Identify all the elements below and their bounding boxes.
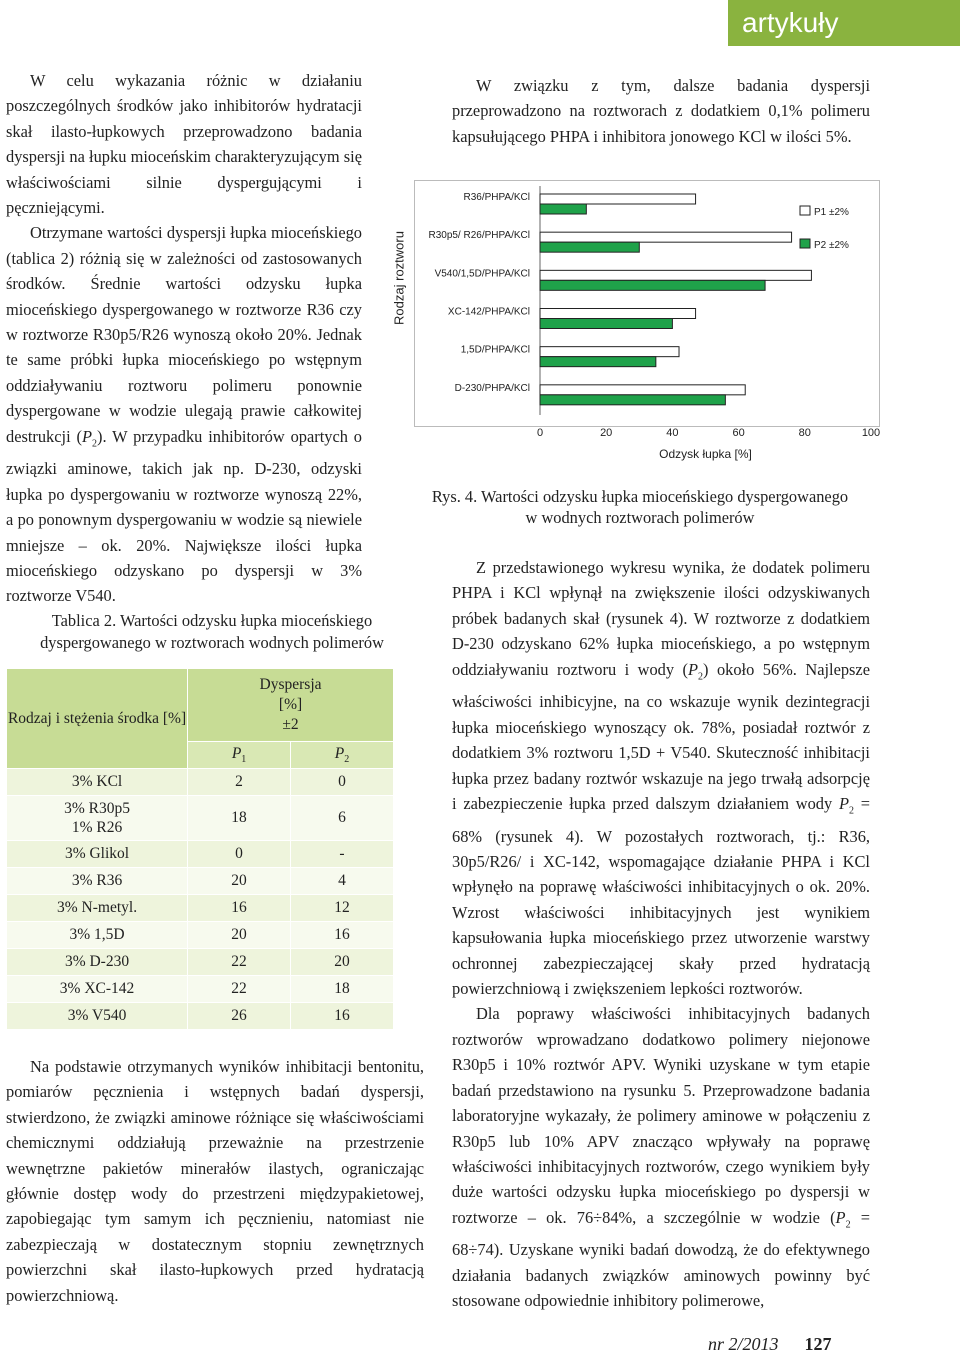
chart-y-axis-label: Rodzaj roztworu xyxy=(391,230,407,325)
paragraph: Z przedstawionego wykresu wynika, że dodatek polimeru PHPA i KCl wpłynął na zwiększenie ilości odzyskiwanych próbek badanych skał (rysunek 4). W roztworze z dodatkiem D-230 odzyskano 62% łupka mioceńskiego, a po wstępnym oddziaływaniu roztworu i wody $(P_2)$ około 56%. Najlepsze właściwości inhibicyjne, na co wskazuje wynik dezintegracji łupka mioceńskiego wynoszący ok. 78%, posiadał roztwór z dodatkiem 3% roztworu 1,5D + V540. Skuteczność inhibitacji łupka przez badany roztwór wskazuje na jego trwałą adsorpcję i zabezpieczenie łupka przed dalszym działaniem wody $P_2 = 68\%$ (rysunek 4). W pozostałych roztworach, tj.: R36, 30p5/R26/ i XC-142, wspomagające działanie PHPA i KCl wpłynęło na poprawę właściwości inhibitacyjnych o ok. 20%. Wzrost właściwości inhibitacyjnych jest wynikiem kapsułowania łupka mioceńskiego przez utworzenie warstwy ochronnej zabezpieczającej skały przed hydratacją powierzchniową i zwiększeniem lepkości roztworów. xyxy=(452,558,870,999)
paragraph: Dla poprawy właściwości inhibitacyjnych badanych roztworów wprowadzano dodatkowo polimery niejonowe R30p5 i 10% roztwór APV. Wyniki uzyskane w tym etapie badań przedstawiono na rysunku 5. Przeprowadzone badania laboratoryjne wykazały, że polimery aminowe w połączeniu z R30p5 lub 10% APV znacząco wpływały na poprawę właściwości inhibitacyjnych roztworów, czego wynikiem były duże wartości odzysku łupka mioceńskiego po dyspersji w roztworze – ok. 76÷84%, a szczególnie w wodzie $(P_2 = 68\div 74)$. Uzyskane wyniki badań dowodzą, że do efektywnego działania badanych związków aminowych powinny być stosowane odpowiednie inhibitory polimerowe, xyxy=(452,1004,870,1311)
table-header-dispersion: Dyspersja [%] ±2 xyxy=(188,669,394,742)
table-header-agent: Rodzaj i stężenia środka [%] xyxy=(7,669,188,769)
x-tick-label: 40 xyxy=(666,427,679,439)
paragraph: Otrzymane wartości dyspersji łupka mioceńskiego (tablica 2) różnią się w zależności od zastosowanych środków. Średnie wartości odzysku łupka mioceńskiego dyspergowanego w roztworze R36 czy w roztworze R30p5/R26 wynoszą około 20%. Jednak te same próbki łupka mioceńskiego po wstępnym oddziaływaniu roztworu polimeru ponownie dyspergowane w wodzie ulegają prawie całkowitej destrukcji $(P_2)$. W przypadku inhibitorów opartych o związki aminowe, takich jak np. D-230, odzyski łupka po dyspergowaniu w roztworze wynoszą 22%, a po ponownym dyspergowaniu w wodzie są niewiele mniejsze – ok. 20%. Największe ilości łupka mioceńskiego odzyskano po dyspersji w 3% roztworze V540. xyxy=(6,223,362,606)
issue-number: nr 2/2013 xyxy=(708,1334,779,1354)
right-intro xyxy=(452,73,870,149)
right-column xyxy=(452,555,870,1314)
bar xyxy=(540,194,696,204)
legend-swatch xyxy=(800,206,810,215)
left-column xyxy=(6,68,362,609)
page-footer xyxy=(708,1334,832,1355)
table-row: 3% R30p5 1% R26 18 6 xyxy=(7,796,394,841)
x-tick-label: 20 xyxy=(600,427,613,439)
table-row: 3% D-230 22 20 xyxy=(7,949,394,976)
x-tick-label: 60 xyxy=(732,427,745,439)
bar xyxy=(540,319,672,329)
paragraph: W celu wykazania różnic w działaniu poszczególnych środków jako inhibitorów hydratacji skał ilasto-łupkowych przeprowadzono badania dyspersji na łupku mioceńskim charakteryzującym się właściwościami silnie dyspergującymi i pęczniejącymi. xyxy=(6,71,362,218)
bar xyxy=(540,270,811,280)
page-number: 127 xyxy=(804,1334,832,1354)
data-table xyxy=(6,668,394,1030)
table-caption: Tablica 2. Wartości odzysku łupka mioceńskiego dyspergowanego w roztworach wodnych polimerów xyxy=(40,611,384,652)
x-tick-label: 100 xyxy=(861,427,880,439)
bar xyxy=(540,232,792,242)
legend-swatch xyxy=(800,239,810,248)
table-row: 3% R36 20 4 xyxy=(7,868,394,895)
paragraph: W związku z tym, dalsze badania dyspersji przeprowadzono na roztworach z dodatkiem 0,1% polimeru kapsułującego PHPA i inhibitora jonowego KCl w ilości 5%. xyxy=(452,76,870,146)
table-row: 3% XC-142 22 18 xyxy=(7,976,394,1003)
bottom-left-column xyxy=(6,1054,424,1308)
y-tick-label: D-230/PHPA/KCl xyxy=(454,382,530,394)
bar xyxy=(540,204,586,214)
table-row: 3% KCl 2 0 xyxy=(7,769,394,796)
y-tick-label: V540/1,5D/PHPA/KCl xyxy=(434,268,530,280)
table-row: 3% 1,5D 20 16 xyxy=(7,922,394,949)
bar xyxy=(540,242,639,252)
table-row: 3% Glikol 0 - xyxy=(7,841,394,868)
table-row: 3% V540 26 16 xyxy=(7,1003,394,1030)
x-axis-title: Odzysk łupka [%] xyxy=(659,447,752,461)
bar xyxy=(540,347,679,357)
table-row: 3% N-metyl. 16 12 xyxy=(7,895,394,922)
bar xyxy=(540,395,725,405)
section-tag: artykuły xyxy=(728,0,960,46)
bar xyxy=(540,280,765,290)
x-tick-label: 80 xyxy=(798,427,811,439)
y-tick-label: R36/PHPA/KCl xyxy=(463,192,530,203)
y-tick-label: R30p5/ R26/PHPA/KCl xyxy=(428,230,530,242)
paragraph: Na podstawie otrzymanych wyników inhibitacji bentonitu, pomiarów pęcznienia i wstępnych badań dyspersji, stwierdzono, że związki aminowe różniące się właściwościami chemicznymi oddziałują przeważnie na przestrzenie wewnętrzne pakietów minerałów ilastych, ograniczając głównie dostęp wody do przestrzeni międzypakietowej, zapobiegając tym samym ich pęcznieniu, natomiast nie zabezpieczają w dostatecznym stopniu zewnętrznych powierzchni skał ilasto-łupkowych przed hydratacją powierzchniową. xyxy=(6,1057,424,1305)
bar xyxy=(540,357,656,367)
table-header-p2: $P_2$ xyxy=(291,742,394,769)
y-tick-label: XC-142/PHPA/KCl xyxy=(447,306,530,318)
bar xyxy=(540,309,696,319)
bar xyxy=(540,385,745,395)
legend-label: P1 ±2% xyxy=(814,207,849,218)
legend-label: P2 ±2% xyxy=(814,240,849,251)
y-tick-label: 1,5D/PHPA/KCl xyxy=(460,344,530,356)
x-tick-label: 0 xyxy=(536,427,544,439)
table-header-p1: $P_1$ xyxy=(188,742,291,769)
figure-caption: Rys. 4. Wartości odzysku łupka mioceńskiego dyspergowanego w wodnych roztworach polimerów xyxy=(431,487,849,527)
bar-chart xyxy=(414,180,880,470)
